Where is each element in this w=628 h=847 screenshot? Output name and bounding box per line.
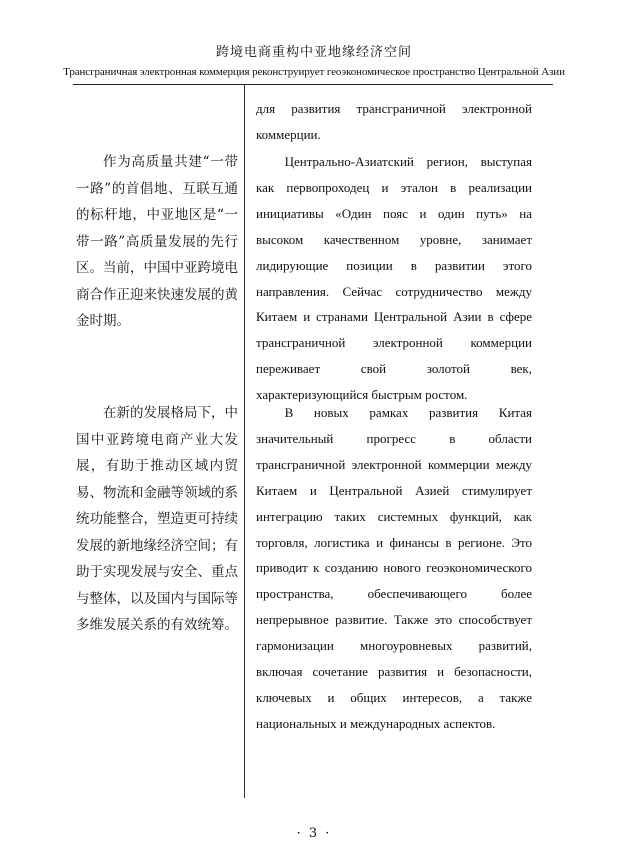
- running-header: [0, 44, 628, 80]
- header-title-zh: 跨境电商重构中亚地缘经济空间: [215, 45, 412, 60]
- chinese-paragraph-2: 在新的发展格局下，中国中亚跨境电商产业大发展，有助于推动区域内贸易、物流和金融等领域的系统功能整合，塑造更可持续发展的新地缘经济空间；有助于实现发展与安全、重点与整体，以及国内与国际等多维发展关系的有效统筹。: [76, 405, 238, 633]
- header-divider: [73, 84, 553, 85]
- russian-paragraph-1-block: [256, 149, 532, 408]
- russian-paragraph-1: Центрально-Азиатский регион, выступая как первопроходец и эталон в реализации инициативы «Один пояс и один путь» на высоком качественном уровне, занимает лидирующие позиции в развитии этого направления. Сейчас сотрудничество между Китаем и странами Центральной Азии в сфере трансграничной электронной коммерции переживает свой золотой век, характеризующийся быстрым ростом.: [256, 154, 532, 403]
- russian-paragraph-2: В новых рамках развития Китая значительный прогресс в области трансграничной электронной коммерции между Китаем и Центральной Азией стимулирует интеграцию таких системных функций, как торговля, логистика и финансы в регионе. Это приводит к созданию нового геоэкономического пространства, обеспечивающего более непрерывное развитие. Также это способствует гармонизации многоуровневых развитий, включая сочетание развития и безопасности, ключевых и общих интересов, а также национальных и международных аспектов.: [256, 405, 532, 731]
- chinese-paragraph-1: 作为高质量共建“一带一路”的首倡地、互联互通的标杆地，中亚地区是“一带一路”高质量发展的先行区。当前，中国中亚跨境电商合作正迎来快速发展的黄金时期。: [76, 154, 238, 329]
- header-title-ru: Трансграничная электронная коммерция реконструирует геоэкономическое пространство Центральной Азии: [63, 66, 565, 78]
- chinese-paragraph-1-block: [76, 149, 238, 335]
- page-number: · 3 ·: [296, 826, 332, 841]
- column-divider: [244, 84, 245, 798]
- russian-paragraph-0-block: [256, 96, 532, 148]
- russian-paragraph-2-block: [256, 400, 532, 737]
- chinese-paragraph-2-block: [76, 400, 238, 639]
- russian-paragraph-continuation: для развития трансграничной электронной коммерции.: [256, 101, 532, 142]
